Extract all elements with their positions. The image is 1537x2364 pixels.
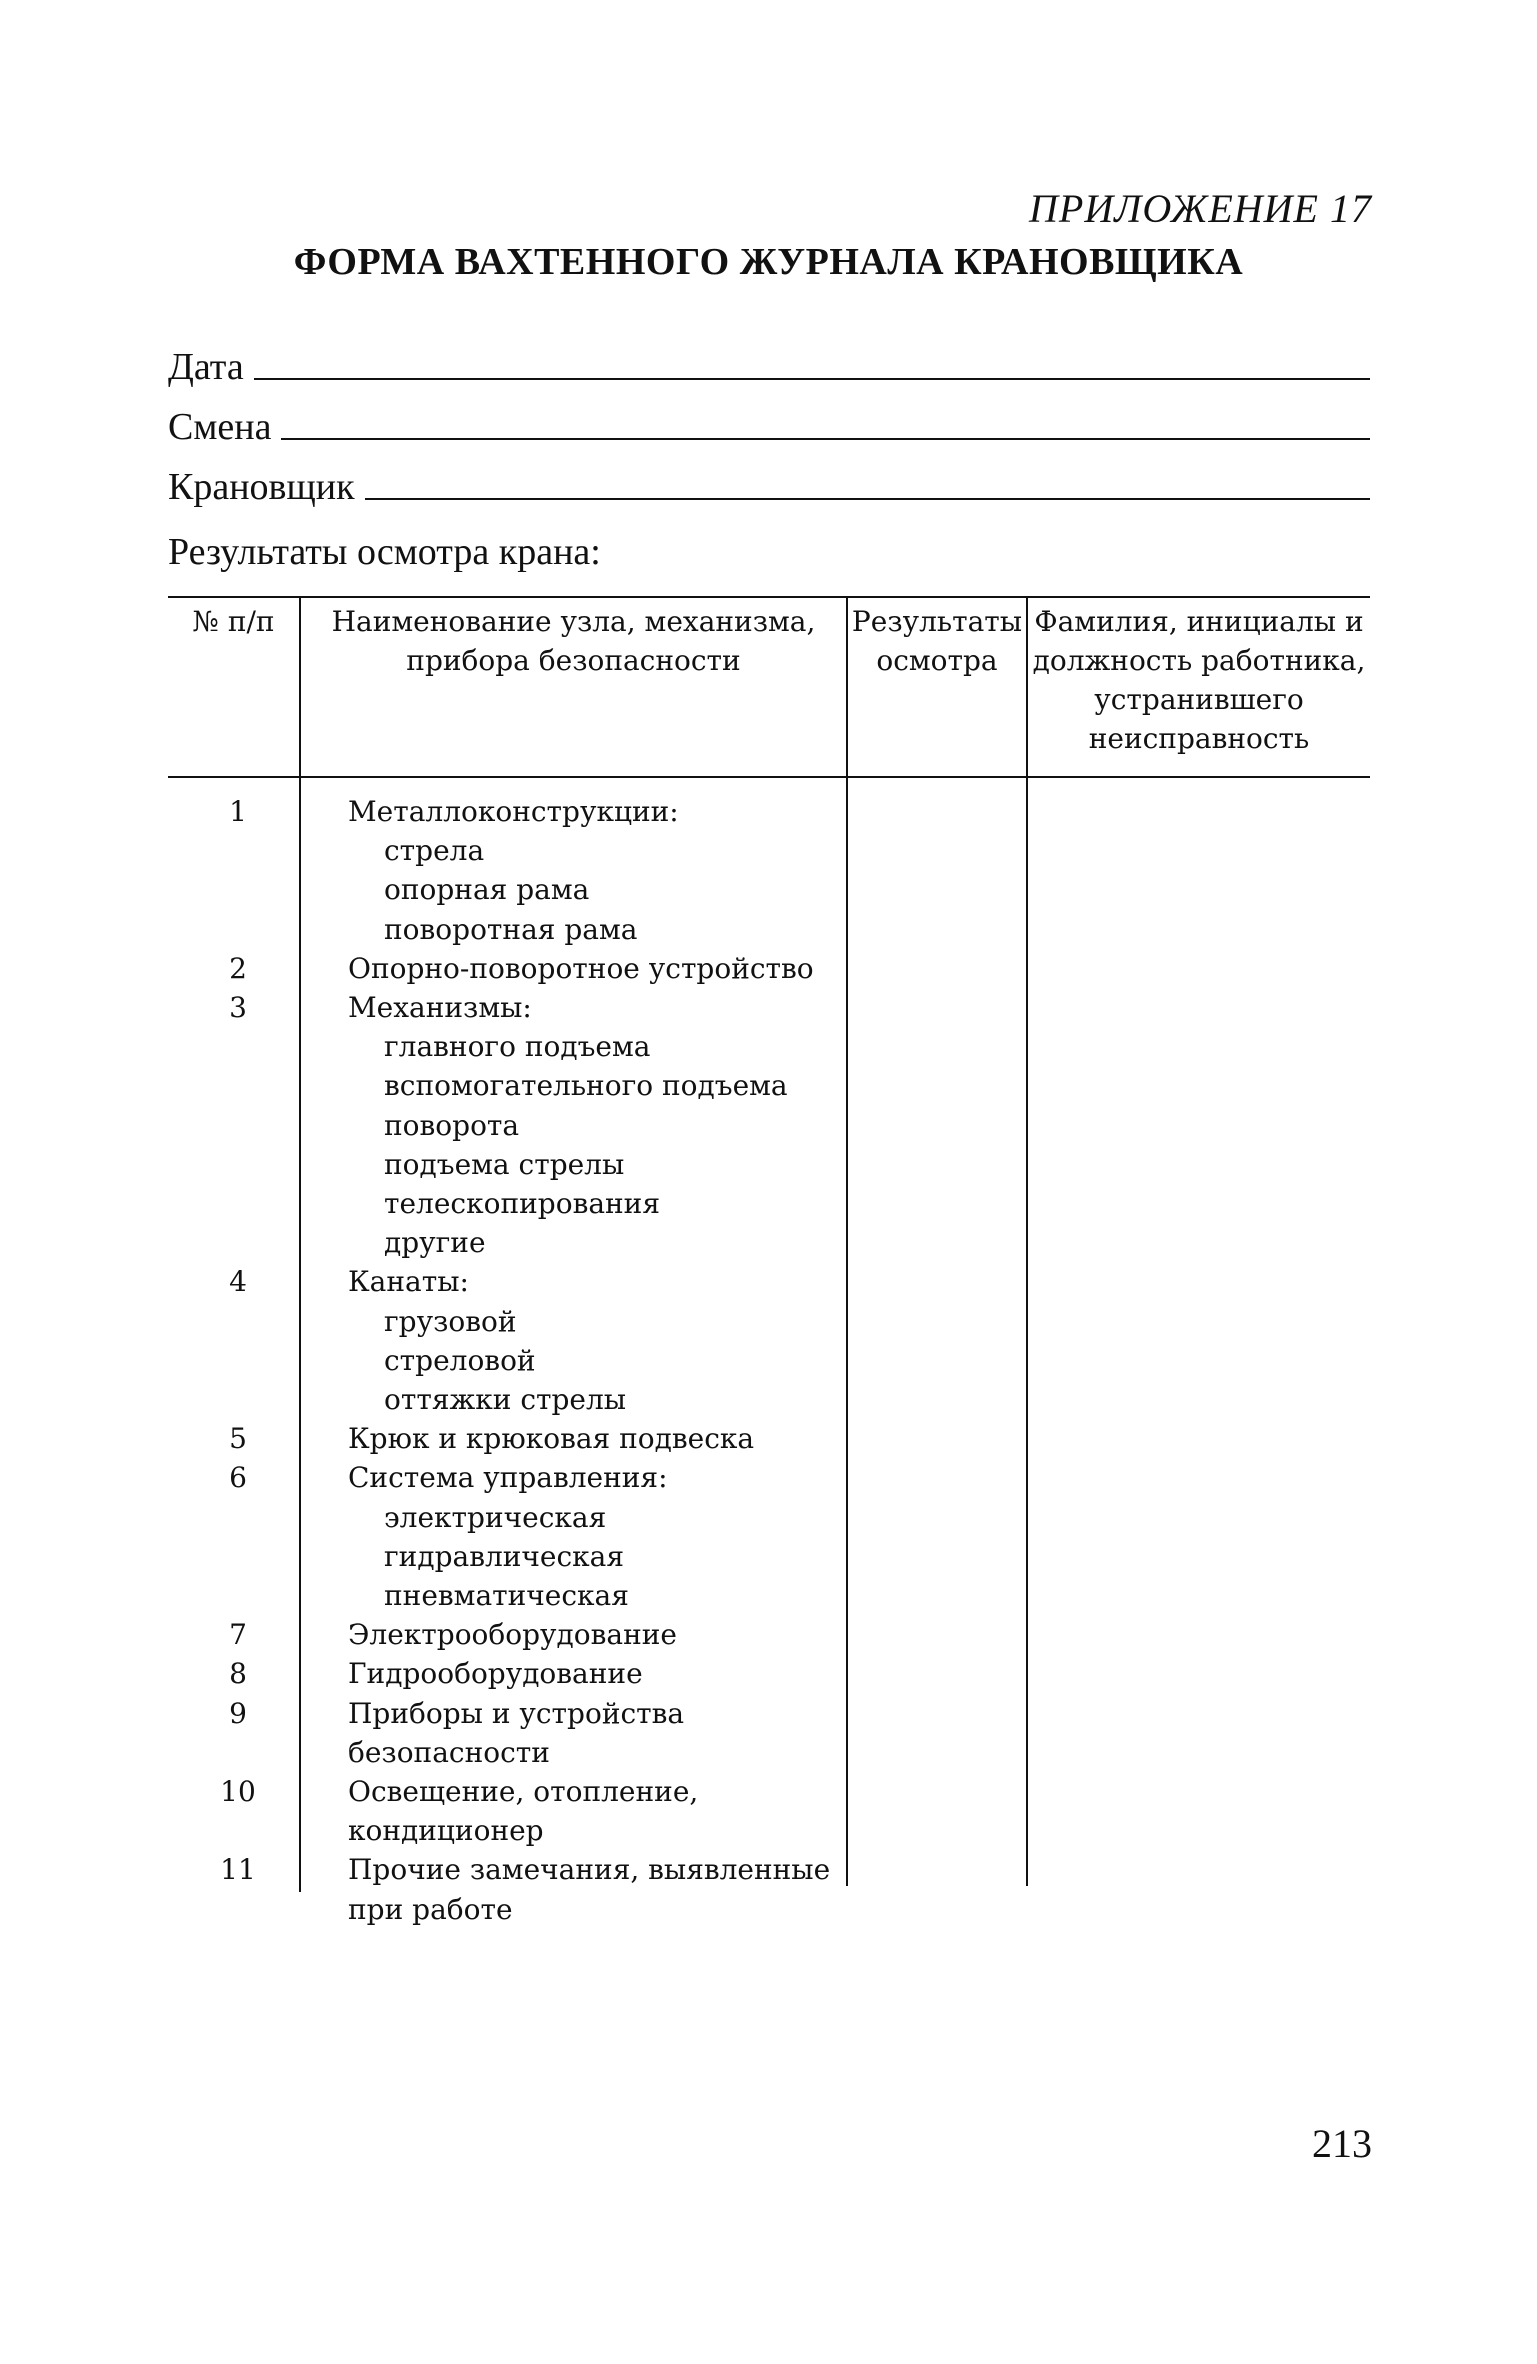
table-header-rule: [168, 776, 1370, 778]
row-item: Металлоконструкции:: [348, 795, 679, 828]
header-line: прибора безопасности: [406, 644, 741, 677]
table-row: [168, 1694, 1370, 1733]
table-row: [168, 1772, 1370, 1811]
table-row: [168, 1380, 1370, 1419]
shift-field: [168, 405, 1370, 449]
page-number: 213: [1312, 2121, 1372, 2166]
table-row: [168, 1302, 1370, 1341]
row-item: Канаты:: [348, 1265, 469, 1299]
row-number: 7: [229, 1618, 247, 1652]
row-number: 1: [229, 795, 247, 828]
table-row: [168, 1262, 1370, 1301]
header-line: Фамилия, инициалы и: [1034, 605, 1364, 638]
row-subitem: главного подъема: [384, 1030, 651, 1064]
table-row: [168, 1654, 1370, 1693]
row-item: Система управления:: [348, 1461, 668, 1495]
table-row: [168, 1027, 1370, 1066]
table-row: [168, 910, 1370, 949]
row-item: Опорно-поворотное устройство: [348, 951, 814, 985]
row-item: Механизмы:: [348, 991, 532, 1024]
row-subitem: поворотная рама: [384, 912, 638, 946]
header-line: устранившего: [1094, 683, 1304, 716]
date-label: Дата: [168, 346, 244, 388]
operator-label: Крановщик: [168, 466, 355, 508]
row-subitem: грузовой: [384, 1304, 517, 1338]
row-number: 2: [229, 951, 247, 985]
table-row: [168, 1223, 1370, 1262]
row-subitem: подъема стрелы: [384, 1147, 625, 1181]
row-item: Освещение, отопление,: [348, 1775, 699, 1808]
row-subitem: оттяжки стрелы: [384, 1383, 627, 1416]
table-row: [168, 1850, 1370, 1889]
header-line: осмотра: [876, 644, 998, 677]
row-subitem: стреловой: [384, 1343, 536, 1377]
table-row: [168, 988, 1370, 1027]
date-field: [168, 345, 1370, 389]
header-line: Результаты: [851, 605, 1023, 638]
header-worker: [1028, 602, 1370, 758]
table-row: [168, 792, 1370, 831]
row-subitem: поворота: [384, 1108, 520, 1142]
row-number: 5: [229, 1422, 247, 1456]
table-row: [168, 1537, 1370, 1576]
table-top-rule: [168, 596, 1370, 598]
table-row: [168, 870, 1370, 909]
table-row: [168, 1066, 1370, 1105]
row-item: Гидрооборудование: [348, 1657, 643, 1691]
appendix-label: ПРИЛОЖЕНИЕ 17: [1029, 186, 1372, 231]
row-item: безопасности: [348, 1735, 550, 1769]
table-row: [168, 1498, 1370, 1537]
row-number: 9: [229, 1696, 247, 1730]
table-row: [168, 1458, 1370, 1497]
table-row: [168, 1145, 1370, 1184]
operator-underline: [365, 498, 1370, 500]
row-number: 10: [220, 1775, 256, 1808]
table-row: [168, 1106, 1370, 1145]
table-row: [168, 1733, 1370, 1772]
header-number: [168, 602, 299, 641]
row-item: Приборы и устройства: [348, 1696, 685, 1730]
row-subitem: вспомогательного подъема: [384, 1069, 788, 1103]
row-item: Электрооборудование: [348, 1618, 677, 1652]
shift-underline: [281, 438, 1370, 440]
table-row: [168, 1615, 1370, 1654]
header-line: должность работника,: [1032, 644, 1366, 677]
row-number: 3: [229, 991, 247, 1024]
table-row: [168, 1341, 1370, 1380]
row-number: 11: [220, 1853, 256, 1887]
row-subitem: гидравлическая: [384, 1539, 625, 1573]
row-item: кондиционер: [348, 1814, 544, 1848]
header-component: [301, 602, 846, 680]
table-row: [168, 1890, 1370, 1929]
table-row: [168, 1576, 1370, 1615]
row-number: 4: [229, 1265, 247, 1299]
date-underline: [254, 378, 1370, 380]
table-row: [168, 1184, 1370, 1223]
row-subitem: электрическая: [384, 1500, 607, 1534]
row-number: 6: [229, 1461, 247, 1495]
table-row: [168, 1811, 1370, 1850]
header-line: № п/п: [192, 605, 275, 638]
row-subitem: опорная рама: [384, 873, 590, 907]
row-item: при работе: [348, 1892, 513, 1926]
table-row: [168, 949, 1370, 988]
table-row: [168, 831, 1370, 870]
row-item: Крюк и крюковая подвеска: [348, 1422, 755, 1456]
operator-field: [168, 465, 1370, 509]
row-subitem: телескопирования: [384, 1187, 661, 1220]
row-subitem: стрела: [384, 834, 485, 868]
header-line: Наименование узла, механизма,: [331, 605, 816, 638]
page-title: ФОРМА ВАХТЕННОГО ЖУРНАЛА КРАНОВЩИКА: [293, 241, 1244, 283]
shift-label: Смена: [168, 406, 272, 448]
row-subitem: другие: [384, 1226, 486, 1260]
header-line: неисправность: [1088, 722, 1310, 755]
results-label: Результаты осмотра крана:: [168, 531, 601, 573]
table-row: [168, 1419, 1370, 1458]
row-number: 8: [229, 1657, 247, 1691]
row-subitem: пневматическая: [384, 1579, 629, 1612]
row-item: Прочие замечания, выявленные: [348, 1853, 831, 1887]
inspection-table: [168, 596, 1370, 1926]
header-results: [848, 602, 1026, 680]
